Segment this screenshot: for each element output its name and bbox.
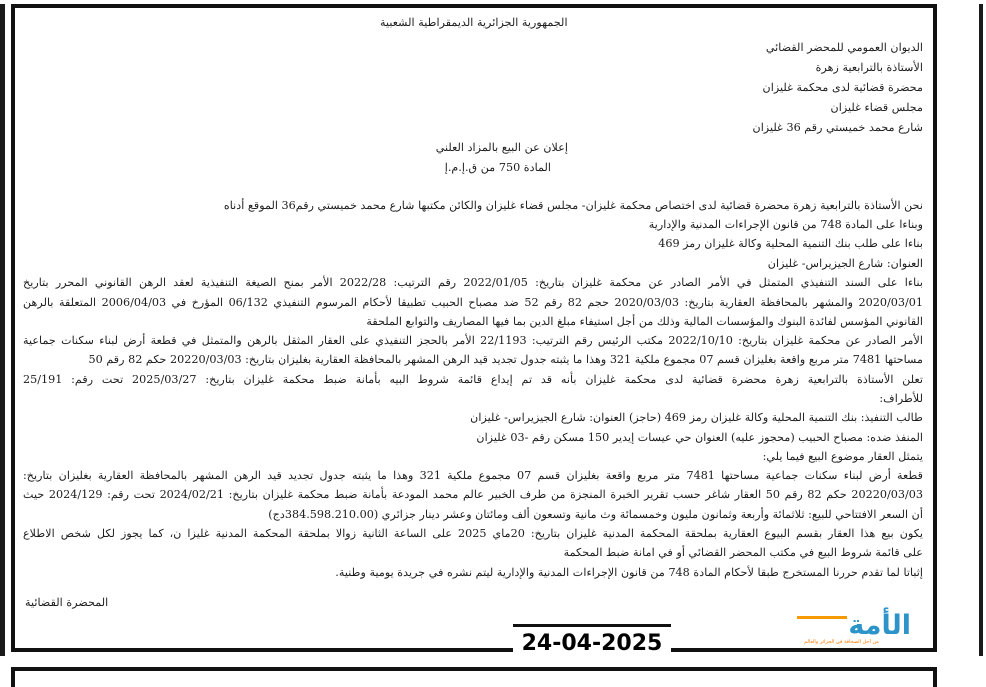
body-line-2: وبناءا على المادة 748 من قانون الإجراءات المدنية والإدارية bbox=[648, 218, 923, 231]
issuer-line-3: محضرة قضائية لدى محكمة غليزان bbox=[762, 81, 923, 94]
body-line-17: أن السعر الافتتاحي للبيع: ثلاثمائة وأربعة وثمانون مليون وخمسمائة وث مانية وتسعون ألف ومائتان وعشر دينار جزائري (384.598.210.00دج) bbox=[268, 508, 923, 521]
body-line-11: للأطراف: bbox=[879, 392, 923, 405]
body-line-15: قطعة أرض لبناء سكنات جماعية مساحتها 7481 متر مربع واقعة بغليزان قسم 07 مجموع ملكية 321 وهذا ما يثبته جدول تجديد قيد الرهن المشهر بالمحافظة العقارية بغليزان بتاريخ: bbox=[23, 469, 923, 482]
logo-wordmark: الأمة bbox=[848, 610, 911, 641]
body-line-13: المنفذ ضده: مصباح الحبيب (محجوز عليه) العنوان حي عيسات إيدير 150 مسكن رقم -03 غليزان bbox=[476, 431, 923, 444]
body-line-7: القانوني المؤسس لفائدة البنوك والمؤسسات المالية وذلك من أجل استيفاء مبلغ الدين بما فيها المصاريف والتوابع الملحقة bbox=[366, 315, 923, 328]
body-line-3: بناءا على طلب بنك التنمية المحلية وكالة غليزان رمز 469 bbox=[658, 237, 923, 250]
body-line-5: بناءا على السند التنفيذي المتمثل في الأمر الصادر عن محكمة غليزان بتاريخ: 2022/01/05 رقم الترتيب: 2022/28 الأمر بمنح الصيغة التنفيذية لعقد الرهن القانوني المحرر بتاريخ bbox=[23, 276, 923, 289]
issuer-line-2: الأستاذة بالترابعية زهرة bbox=[815, 61, 923, 74]
body-line-9: مساحتها 7481 متر مربع واقعة بغليزان قسم 07 مجموع ملكية 321 وهذا ما يثبته جدول تجديد قيد الرهن المشهر بالمحافظة العقارية بغليزان بتاريخ: 20220/03/03 حكم 82 رقم 50 bbox=[88, 353, 923, 366]
page-border-right bbox=[979, 4, 983, 656]
issuer-line-4: مجلس قضاء غليزان bbox=[830, 101, 923, 114]
publication-date: 24-04-2025 bbox=[513, 624, 671, 664]
next-announcement-frame bbox=[11, 667, 937, 687]
body-line-6: 2020/03/01 والمشهر بالمحافظة العقارية بتاريخ: 2020/03/03 حجم 82 رقم 52 ضد مصباح الحبيب تطبيقا لأحكام المرسوم التنفيذي 06/132 المؤرخ في 2006/04/03 المتعلقة بالرهن bbox=[23, 296, 923, 309]
issuer-line-1: الديوان العمومي للمحضر القضائي bbox=[765, 41, 923, 54]
body-line-20: إثباتا لما تقدم حررنا المستخرج طبقا لأحكام المادة 748 من قانون الإجراءات المدنية والإدارية ليتم نشره في جريدة يومية وطنية. bbox=[335, 566, 923, 579]
newspaper-logo bbox=[795, 610, 917, 648]
republic-header: الجمهورية الجزائرية الديمقراطية الشعبية bbox=[380, 16, 568, 29]
logo-stripe bbox=[797, 616, 847, 619]
body-line-8: الأمر الصادر عن محكمة غليزان بتاريخ: 2022/10/10 مكتب الرئيس رقم الترتيب: 22/1193 الأمر بالحجز التنفيذي على العقار المثقل بالرهن والمتمثل في قطعة أرض لبناء سكنات جماعية bbox=[23, 334, 923, 347]
body-line-18: يكون بيع هذا العقار بقسم البيوع العقارية بملحقة المحكمة المدنية غليزان بتاريخ: 20ماي 2025 على الساعة الثانية زوالا بملحقة المحكمة المدنية غليزا ن، كما يجوز لكل شخص الاطلاع bbox=[23, 527, 924, 540]
announcement-title: إعلان عن البيع بالمزاد العلني bbox=[435, 141, 568, 154]
body-line-14: يتمثل العقار موضوع البيع فيما يلي: bbox=[762, 450, 923, 463]
logo-tagline: من أجل الصحافة في الجزائر والعالم bbox=[804, 639, 879, 645]
issuer-line-5: شارع محمد خميستي رقم 36 غليزان bbox=[752, 121, 923, 134]
body-line-12: طالب التنفيذ: بنك التنمية المحلية وكالة غليزان رمز 469 (حاجز) العنوان: شارع الجيزيراس- غليزان bbox=[470, 411, 923, 424]
body-line-19: على قائمة شروط البيع في مكتب المحضر القضائي أو في امانة ضبط المحكمة bbox=[563, 546, 923, 559]
announcement-article: المادة 750 من ق.إ.م.إ bbox=[444, 161, 551, 174]
signature: المحضرة القضائية bbox=[25, 596, 109, 609]
body-line-16: 20220/03/03 حكم 82 رقم 50 العقار شاغر حسب تقرير الخبرة المنجزة من طرف الخبير عالم محمد المودعة بأمانة ضبط محكمة غليزان بتاريخ: 2024/02/21 تحت رقم: 2024/129 حيث bbox=[23, 488, 924, 501]
page-border-left bbox=[0, 4, 5, 656]
body-line-4: العنوان: شارع الجيزيراس- غليزان bbox=[767, 257, 923, 270]
body-line-10: تعلن الأستاذة بالترابعية زهرة محضرة قضائية لدى محكمة غليزان بأنه قد تم إيداع قائمة شروط البيه بأمانة ضبط محكمة غليزان بتاريخ: 2025/03/27 تحت رقم: 25/191 bbox=[23, 373, 923, 386]
sale-announcement bbox=[15, 8, 933, 648]
body-line-1: نحن الأستاذة بالترابعية زهرة محضرة قضائية لدى اختصاص محكمة غليزان- مجلس قضاء غليزان والكائن مكتبها شارع محمد خميستي رقم36 الموقع أدناه bbox=[223, 199, 923, 212]
